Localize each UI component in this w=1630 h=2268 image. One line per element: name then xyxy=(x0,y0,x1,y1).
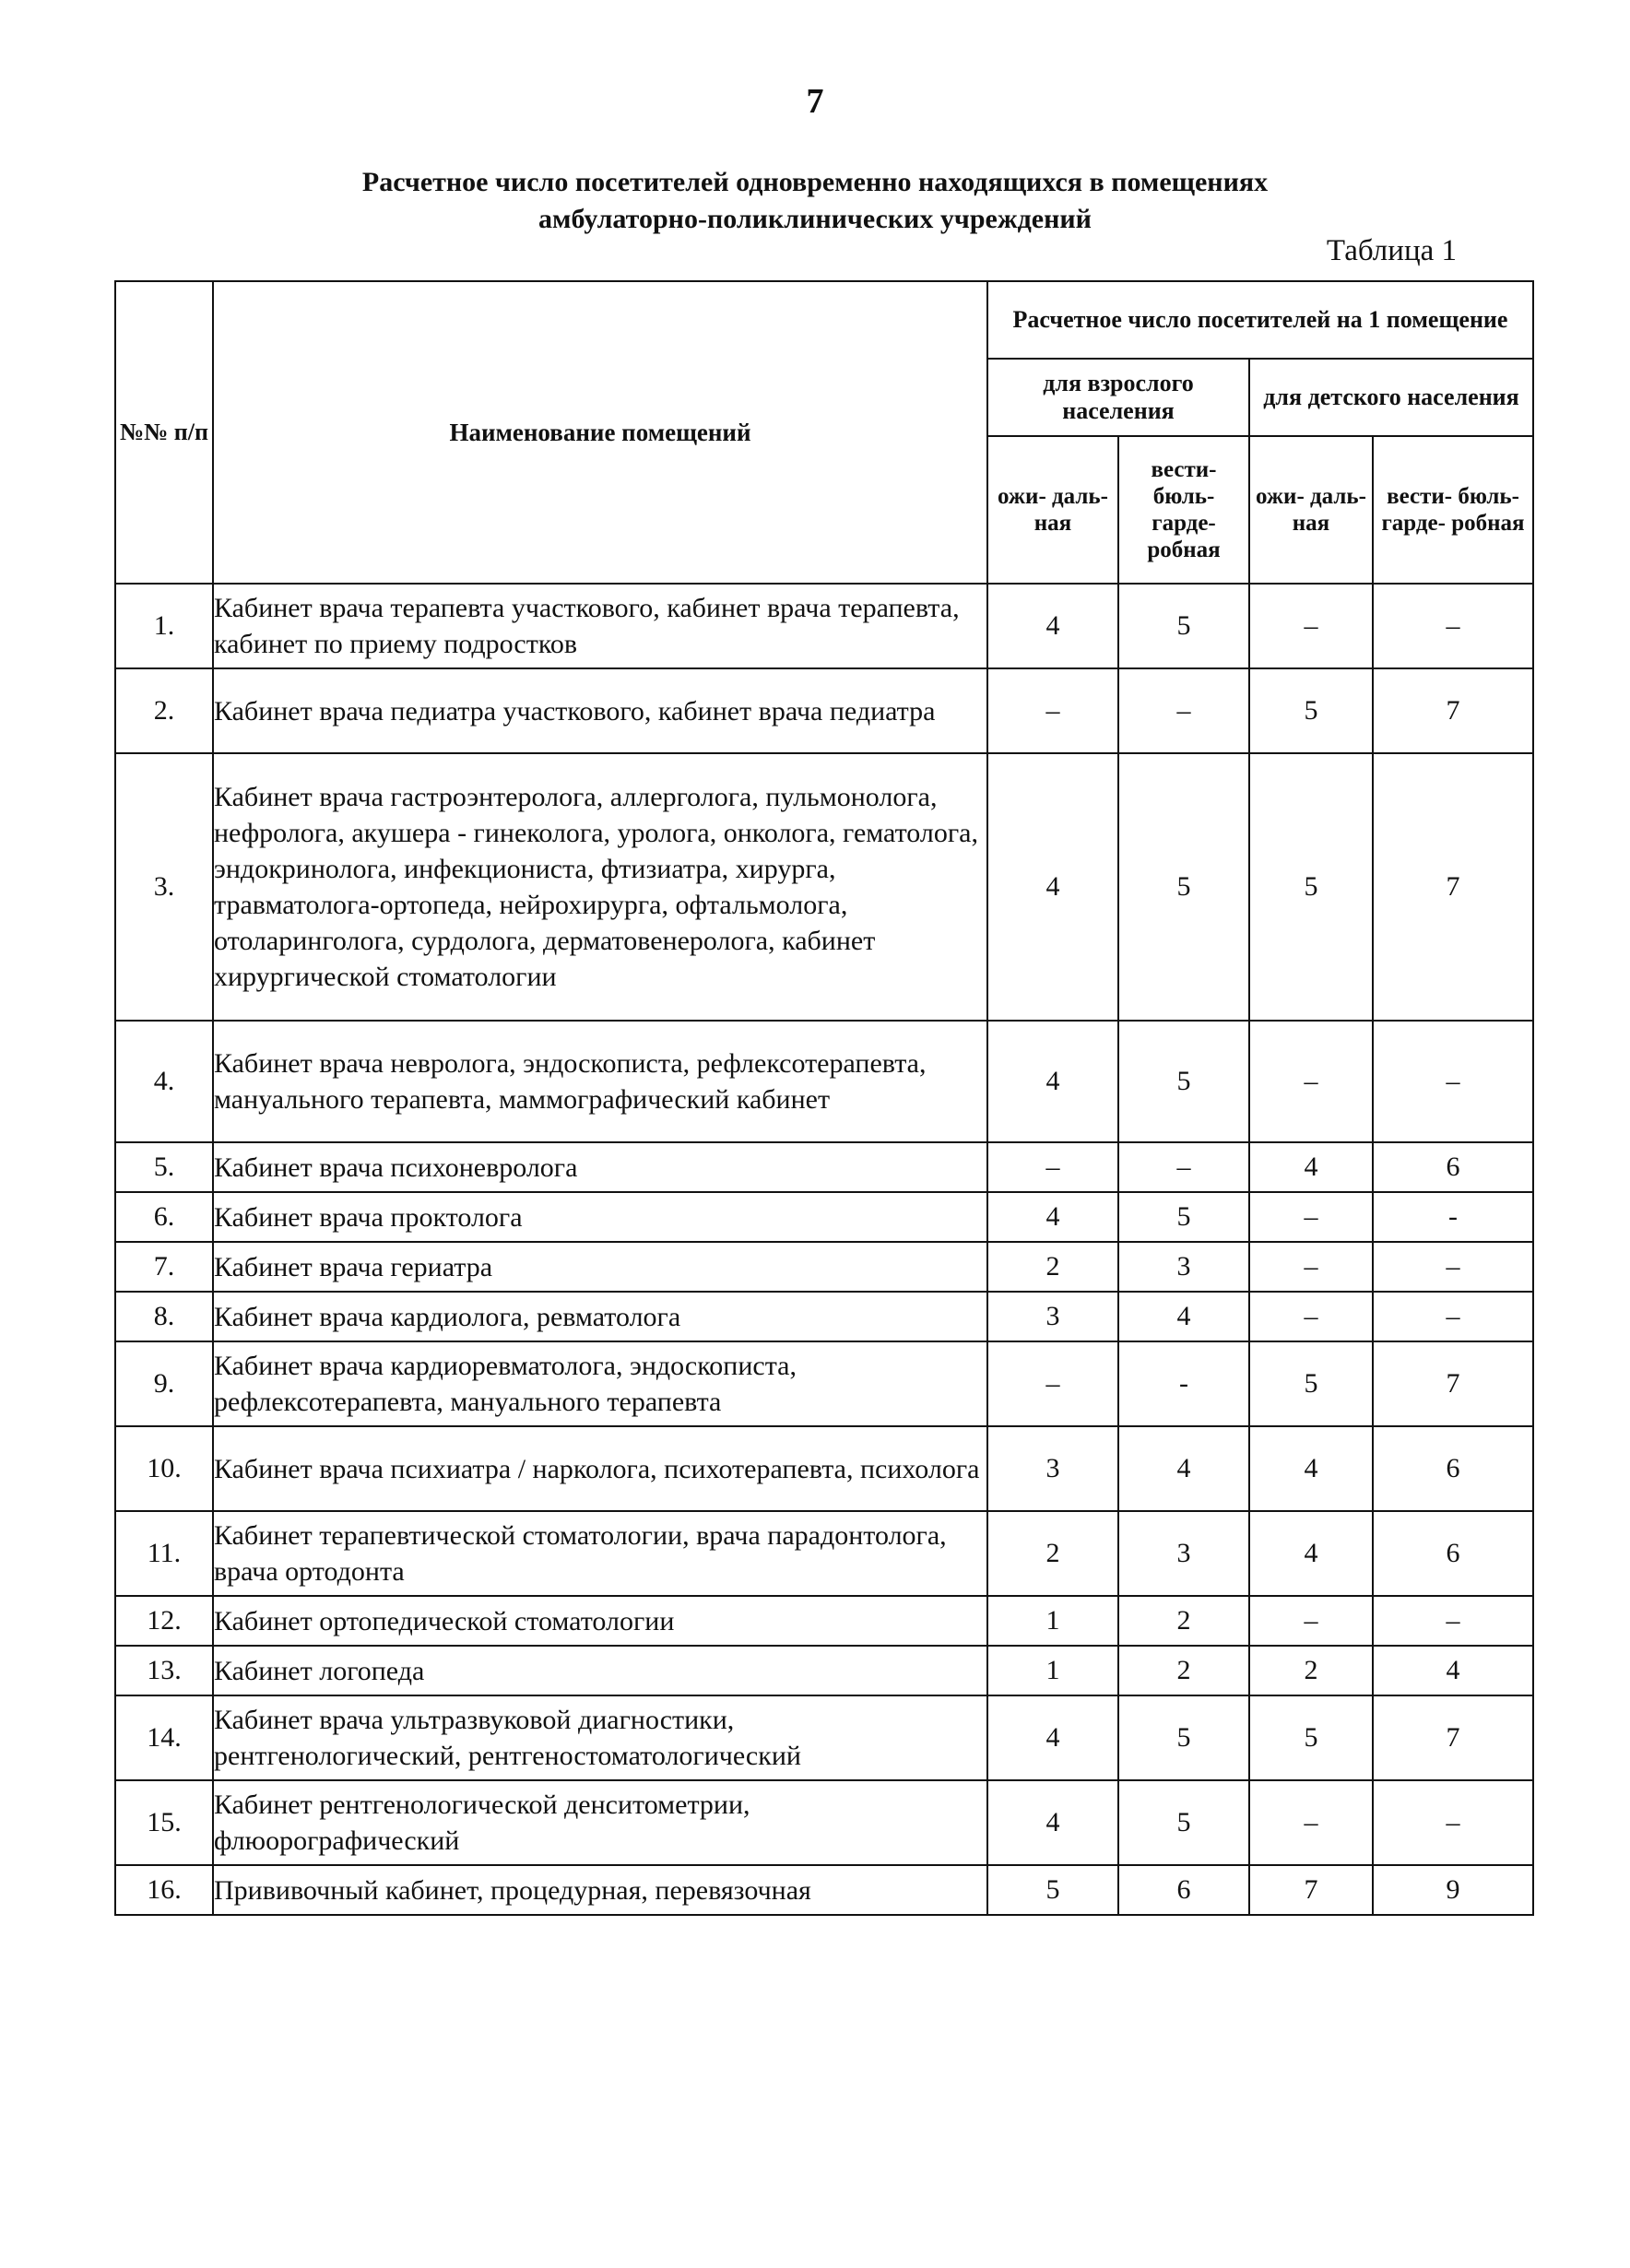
room-name: Кабинет рентгенологической денситометрии, флюорографический xyxy=(213,1780,987,1865)
row-number: 4. xyxy=(115,1021,213,1142)
adult-waiting-value: 4 xyxy=(987,1192,1118,1242)
table-title xyxy=(0,164,1630,238)
child-waiting-value: – xyxy=(1249,1780,1373,1865)
room-name: Кабинет врача проктолога xyxy=(213,1192,987,1242)
adult-vestibule-value: 2 xyxy=(1118,1596,1249,1646)
adult-waiting-value: – xyxy=(987,1341,1118,1426)
child-vestibule-value: 7 xyxy=(1373,668,1533,753)
title-line-1: Расчетное число посетителей одновременно находящихся в помещениях xyxy=(361,167,1269,197)
adult-vestibule-value: 6 xyxy=(1118,1865,1249,1915)
adult-waiting-value: 4 xyxy=(987,584,1118,668)
adult-waiting-value: 3 xyxy=(987,1426,1118,1511)
child-waiting-value: 4 xyxy=(1249,1511,1373,1596)
adult-waiting-value: 4 xyxy=(987,753,1118,1021)
header-child-vestibule: вести- бюль- гарде- робная xyxy=(1373,436,1533,584)
child-waiting-value: 4 xyxy=(1249,1142,1373,1192)
adult-vestibule-value: 2 xyxy=(1118,1646,1249,1695)
row-number: 11. xyxy=(115,1511,213,1596)
row-number: 10. xyxy=(115,1426,213,1511)
row-number: 1. xyxy=(115,584,213,668)
child-waiting-value: – xyxy=(1249,1292,1373,1341)
child-vestibule-value: 6 xyxy=(1373,1142,1533,1192)
header-number: №№ п/п xyxy=(115,281,213,584)
table-row xyxy=(115,1292,1533,1341)
adult-waiting-value: 2 xyxy=(987,1242,1118,1292)
adult-vestibule-value: 5 xyxy=(1118,1021,1249,1142)
room-name: Кабинет врача кардиолога, ревматолога xyxy=(213,1292,987,1341)
table-row xyxy=(115,1695,1533,1780)
adult-vestibule-value: 5 xyxy=(1118,1192,1249,1242)
room-name: Кабинет ортопедической стоматологии xyxy=(213,1596,987,1646)
child-waiting-value: 5 xyxy=(1249,668,1373,753)
adult-waiting-value: 4 xyxy=(987,1695,1118,1780)
room-name: Кабинет врача ультразвуковой диагностики, рентгенологический, рентгеностоматологический xyxy=(213,1695,987,1780)
child-waiting-value: 5 xyxy=(1249,753,1373,1021)
title-line-2: амбулаторно-поликлинических учреждений xyxy=(538,204,1092,234)
adult-vestibule-value: – xyxy=(1118,668,1249,753)
row-number: 6. xyxy=(115,1192,213,1242)
child-waiting-value: 5 xyxy=(1249,1695,1373,1780)
child-vestibule-value: 6 xyxy=(1373,1426,1533,1511)
row-number: 8. xyxy=(115,1292,213,1341)
adult-vestibule-value: 3 xyxy=(1118,1242,1249,1292)
child-waiting-value: 7 xyxy=(1249,1865,1373,1915)
table-row xyxy=(115,1865,1533,1915)
adult-waiting-value: – xyxy=(987,668,1118,753)
adult-waiting-value: 4 xyxy=(987,1021,1118,1142)
room-name: Кабинет врача психоневролога xyxy=(213,1142,987,1192)
adult-waiting-value: 1 xyxy=(987,1646,1118,1695)
adult-waiting-value: 1 xyxy=(987,1596,1118,1646)
adult-waiting-value: 5 xyxy=(987,1865,1118,1915)
row-number: 15. xyxy=(115,1780,213,1865)
child-waiting-value: – xyxy=(1249,1596,1373,1646)
table-row xyxy=(115,1021,1533,1142)
child-vestibule-value: 6 xyxy=(1373,1511,1533,1596)
header-group: Расчетное число посетителей на 1 помещение xyxy=(987,281,1533,359)
table-row xyxy=(115,753,1533,1021)
adult-vestibule-value: 4 xyxy=(1118,1292,1249,1341)
adult-waiting-value: 3 xyxy=(987,1292,1118,1341)
child-waiting-value: 4 xyxy=(1249,1426,1373,1511)
table-row xyxy=(115,1142,1533,1192)
child-vestibule-value: 4 xyxy=(1373,1646,1533,1695)
header-adult-vestibule: вести- бюль- гарде- робная xyxy=(1118,436,1249,584)
room-name: Кабинет врача психиатра / нарколога, психотерапевта, психолога xyxy=(213,1426,987,1511)
room-name: Кабинет врача педиатра участкового, кабинет врача педиатра xyxy=(213,668,987,753)
adult-vestibule-value: – xyxy=(1118,1142,1249,1192)
adult-vestibule-value: 5 xyxy=(1118,1780,1249,1865)
room-name: Кабинет врача кардиоревматолога, эндоскописта, рефлексотерапевта, мануального терапевта xyxy=(213,1341,987,1426)
child-waiting-value: 2 xyxy=(1249,1646,1373,1695)
table-row xyxy=(115,1596,1533,1646)
page-number: 7 xyxy=(806,82,824,121)
adult-vestibule-value: 5 xyxy=(1118,1695,1249,1780)
child-vestibule-value: 7 xyxy=(1373,753,1533,1021)
room-name: Прививочный кабинет, процедурная, перевязочная xyxy=(213,1865,987,1915)
row-number: 14. xyxy=(115,1695,213,1780)
header-child-waiting: ожи- даль- ная xyxy=(1249,436,1373,584)
child-vestibule-value: – xyxy=(1373,1780,1533,1865)
table-row xyxy=(115,1511,1533,1596)
table-row xyxy=(115,584,1533,668)
child-vestibule-value: – xyxy=(1373,1292,1533,1341)
child-vestibule-value: – xyxy=(1373,1242,1533,1292)
adult-vestibule-value: 4 xyxy=(1118,1426,1249,1511)
header-adult: для взрослого населения xyxy=(987,359,1249,436)
child-vestibule-value: 9 xyxy=(1373,1865,1533,1915)
child-vestibule-value: 7 xyxy=(1373,1695,1533,1780)
adult-vestibule-value: 5 xyxy=(1118,753,1249,1021)
adult-vestibule-value: 3 xyxy=(1118,1511,1249,1596)
room-name: Кабинет логопеда xyxy=(213,1646,987,1695)
child-vestibule-value: 7 xyxy=(1373,1341,1533,1426)
adult-vestibule-value: - xyxy=(1118,1341,1249,1426)
table-row xyxy=(115,1341,1533,1426)
child-waiting-value: – xyxy=(1249,1192,1373,1242)
table-row xyxy=(115,1192,1533,1242)
child-vestibule-value: – xyxy=(1373,584,1533,668)
room-name: Кабинет врача гастроэнтеролога, аллерголога, пульмонолога, нефролога, акушера - гинеколога, уролога, онколога, гематолога, эндокринолога, инфекциониста, фтизиатра, хирурга, травматолога-ортопеда, нейрохирурга, офтальмолога, отоларинголога, сурдолога, дерматовенеролога, кабинет хирургической стоматологии xyxy=(213,753,987,1021)
row-number: 3. xyxy=(115,753,213,1021)
table-row xyxy=(115,1242,1533,1292)
room-name: Кабинет врача невролога, эндоскописта, рефлексотерапевта, мануального терапевта, маммографический кабинет xyxy=(213,1021,987,1142)
child-vestibule-value: - xyxy=(1373,1192,1533,1242)
adult-vestibule-value: 5 xyxy=(1118,584,1249,668)
child-vestibule-value: – xyxy=(1373,1021,1533,1142)
header-name: Наименование помещений xyxy=(213,281,987,584)
room-name: Кабинет врача гериатра xyxy=(213,1242,987,1292)
child-waiting-value: 5 xyxy=(1249,1341,1373,1426)
table-row xyxy=(115,1426,1533,1511)
table-row xyxy=(115,1780,1533,1865)
child-vestibule-value: – xyxy=(1373,1596,1533,1646)
row-number: 13. xyxy=(115,1646,213,1695)
table-label: Таблица 1 xyxy=(1326,234,1457,267)
room-name: Кабинет врача терапевта участкового, кабинет врача терапевта, кабинет по приему подростков xyxy=(213,584,987,668)
header-adult-waiting: ожи- даль- ная xyxy=(987,436,1118,584)
room-name: Кабинет терапевтической стоматологии, врача парадонтолога, врача ортодонта xyxy=(213,1511,987,1596)
row-number: 5. xyxy=(115,1142,213,1192)
adult-waiting-value: 4 xyxy=(987,1780,1118,1865)
child-waiting-value: – xyxy=(1249,1242,1373,1292)
row-number: 9. xyxy=(115,1341,213,1426)
header-child: для детского населения xyxy=(1249,359,1533,436)
adult-waiting-value: – xyxy=(987,1142,1118,1192)
table-row xyxy=(115,1646,1533,1695)
adult-waiting-value: 2 xyxy=(987,1511,1118,1596)
row-number: 2. xyxy=(115,668,213,753)
row-number: 16. xyxy=(115,1865,213,1915)
table-row xyxy=(115,668,1533,753)
child-waiting-value: – xyxy=(1249,1021,1373,1142)
visitors-table xyxy=(114,280,1534,1916)
row-number: 7. xyxy=(115,1242,213,1292)
child-waiting-value: – xyxy=(1249,584,1373,668)
row-number: 12. xyxy=(115,1596,213,1646)
